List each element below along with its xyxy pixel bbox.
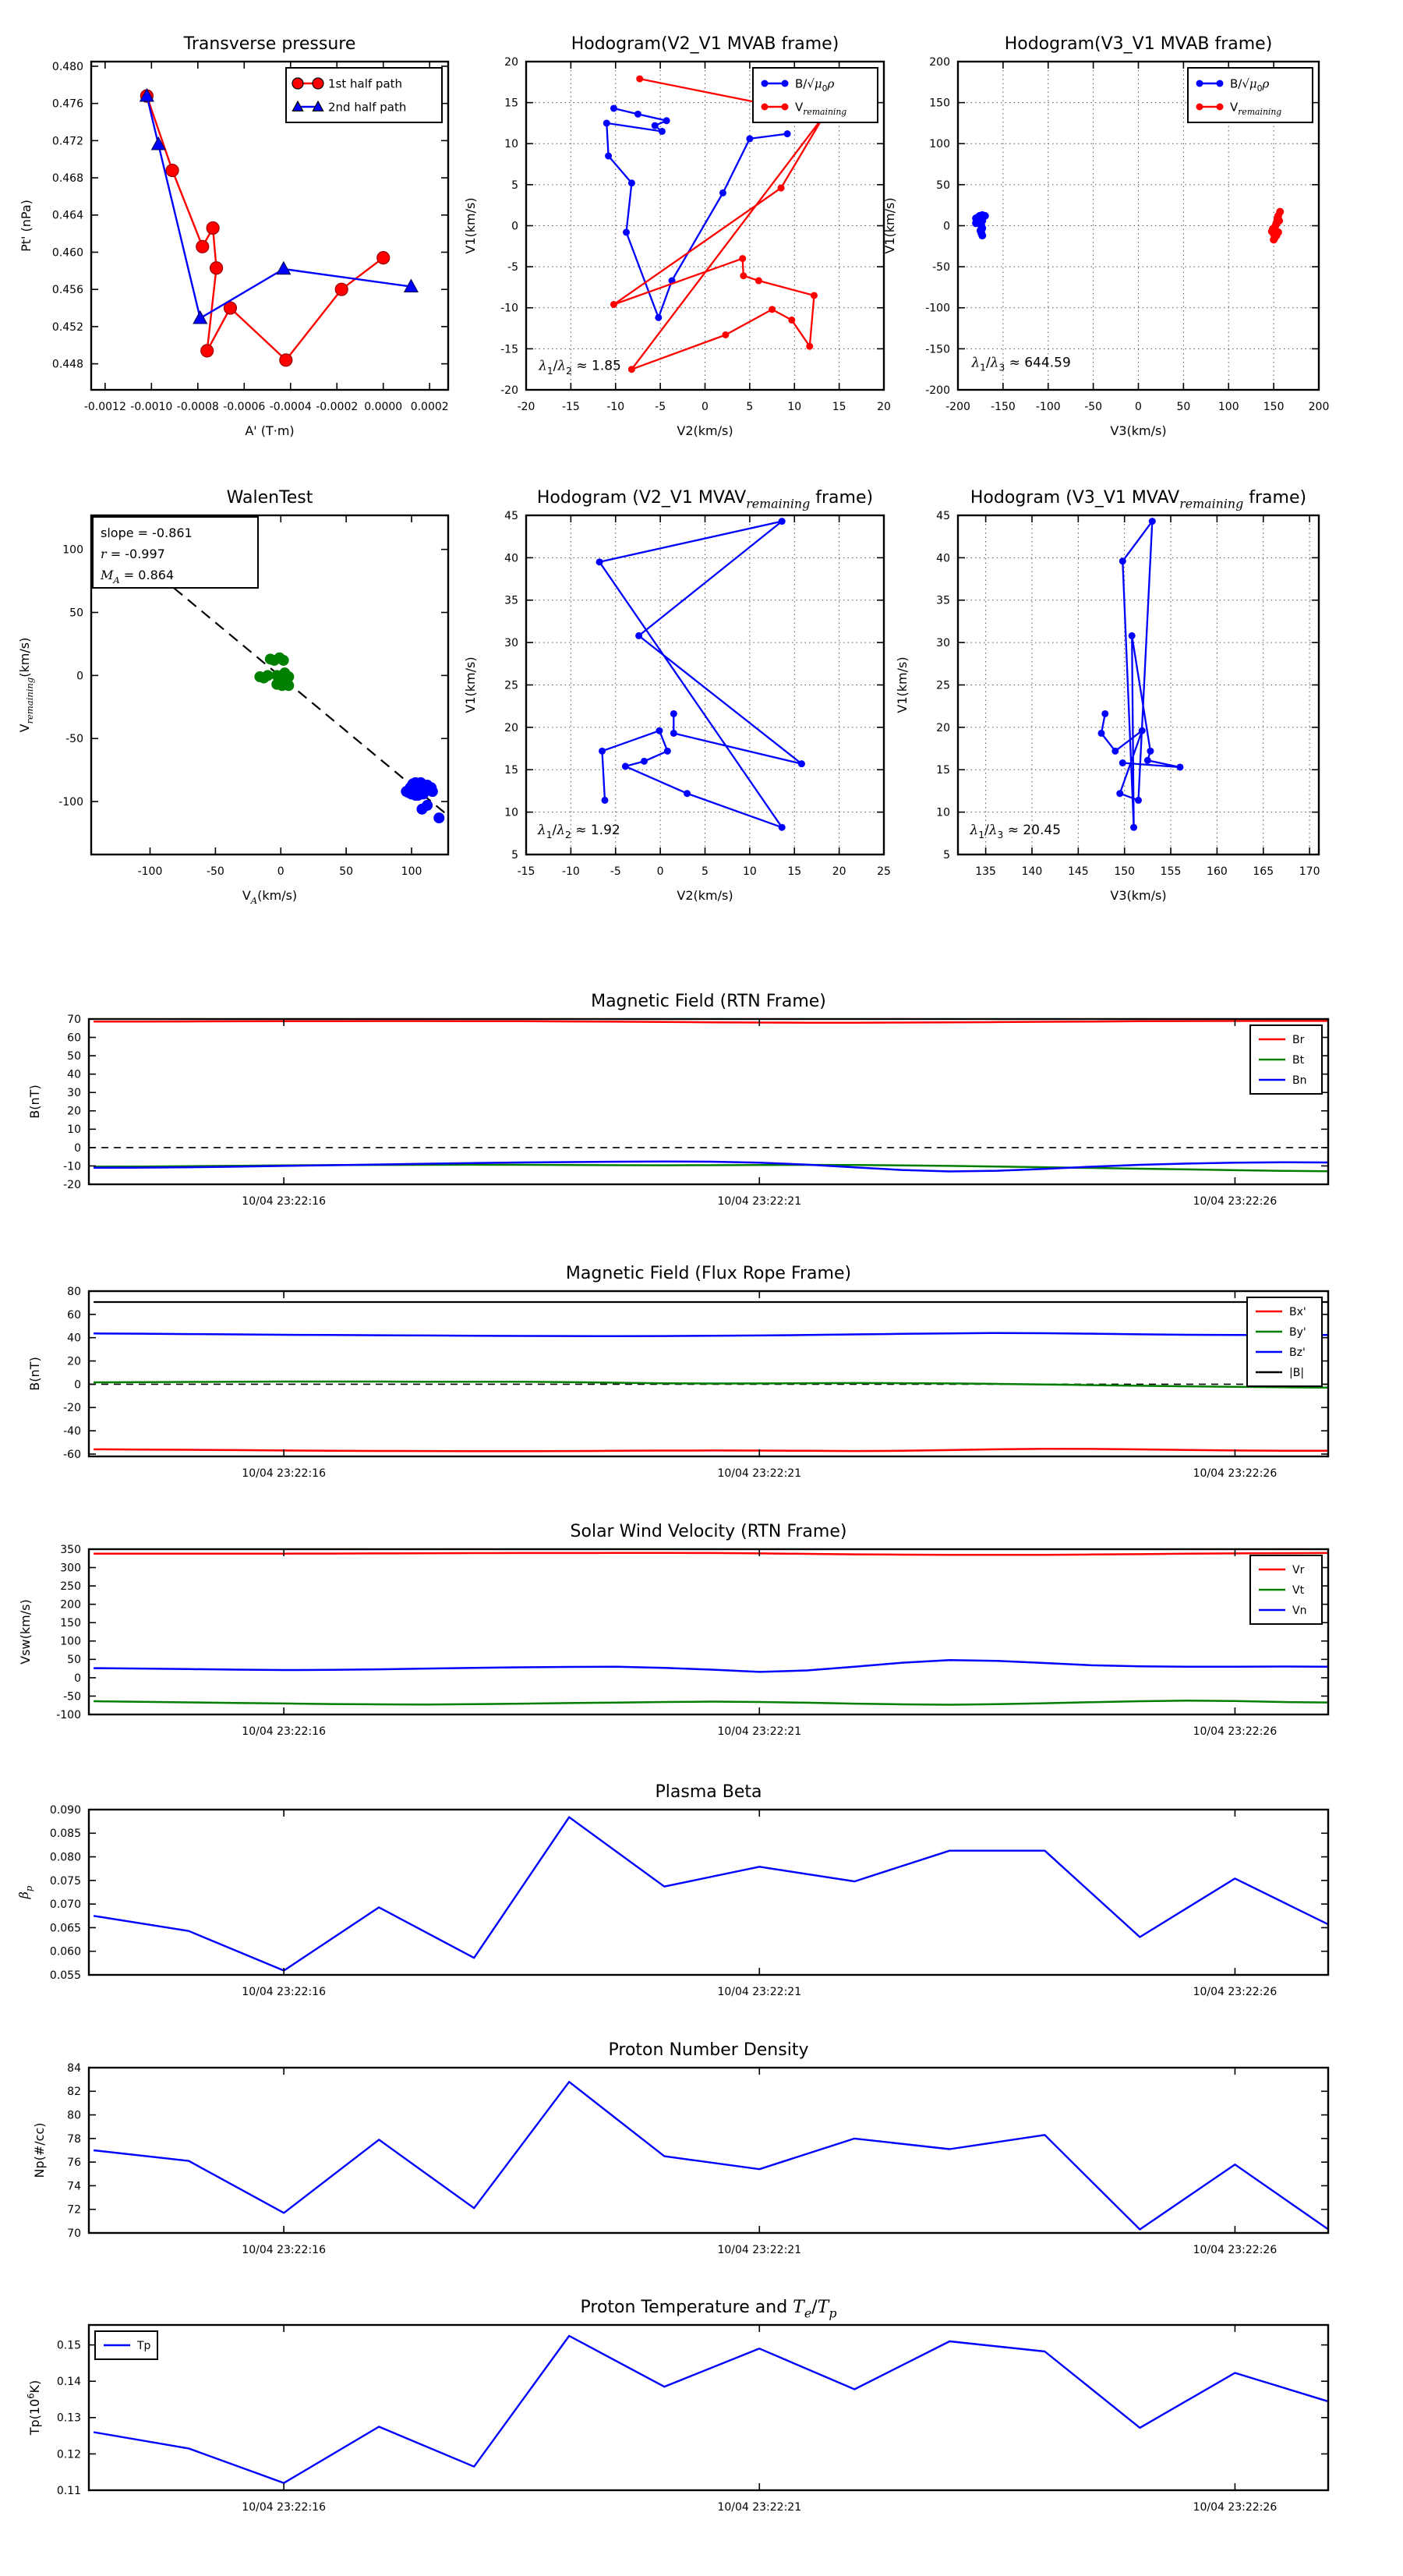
panel-title: Proton Number Density — [608, 2040, 809, 2060]
panel-title: Hodogram (V2_V1 $MVAV_{remaining}$ frame) — [536, 488, 874, 511]
y-tick-label: 50 — [67, 1654, 81, 1667]
panel-title: WalenTest — [226, 488, 313, 508]
x-tick-label: 155 — [1160, 865, 1182, 878]
panel-hodogram-v3v1-mvab — [882, 34, 1329, 438]
series-walen-blue-cluster — [401, 777, 444, 823]
x-tick-label: 165 — [1253, 865, 1274, 878]
y-tick-label: 0.472 — [51, 135, 83, 148]
y-tick-label: -5 — [507, 261, 518, 274]
ticks — [89, 1019, 1328, 1184]
y-tick-label: 0.480 — [51, 60, 83, 73]
y-tick-label: 0.075 — [49, 1874, 81, 1888]
legend-label: Vr — [1292, 1563, 1305, 1576]
legend-label: 1st half path — [328, 76, 403, 91]
x-tick-label: 10/04 23:22:21 — [717, 1986, 802, 1998]
x-tick-label: 15 — [787, 865, 802, 878]
x-tick-label: 10/04 23:22:16 — [242, 1195, 326, 1208]
y-tick-label: -15 — [500, 343, 518, 356]
y-tick-label: -200 — [925, 384, 950, 397]
y-tick-label: -100 — [56, 1708, 81, 1721]
y-tick-label: 200 — [929, 55, 950, 69]
y-axis-label: B(nT) — [27, 1357, 42, 1391]
y-tick-label: 50 — [69, 607, 83, 620]
x-tick-label: 5 — [746, 401, 754, 413]
y-tick-label: 60 — [67, 1031, 81, 1045]
series-Vt — [94, 1700, 1330, 1704]
y-tick-label: 35 — [504, 594, 518, 607]
legend — [753, 68, 878, 122]
x-tick-label: 10/04 23:22:26 — [1193, 1986, 1278, 1998]
ticks — [89, 1810, 1328, 1975]
x-tick-label: 10/04 23:22:21 — [717, 2501, 802, 2514]
y-tick-label: 40 — [936, 552, 950, 565]
y-axis-label: $Tp(10^6K)$ — [25, 2380, 42, 2436]
x-axis-label: $V_A(km/s)$ — [242, 888, 298, 906]
panel-title: Solar Wind Velocity (RTN Frame) — [570, 1522, 847, 1541]
legend-label: $B/√\mu_0\rho$ — [795, 76, 835, 94]
x-tick-label: 10/04 23:22:26 — [1193, 1467, 1278, 1480]
x-tick-label: 0 — [1135, 401, 1142, 413]
legend-label: Vn — [1292, 1604, 1307, 1617]
y-axis-label: Vsw(km/s) — [18, 1599, 33, 1665]
legend-label: |B| — [1289, 1366, 1305, 1379]
panel-proton-number-density — [32, 2040, 1330, 2256]
y-tick-label: 25 — [936, 679, 950, 692]
y-tick-label: 76 — [67, 2157, 81, 2170]
x-tick-label: 160 — [1207, 865, 1228, 878]
axes-frame — [89, 1019, 1328, 1184]
y-tick-label: 40 — [504, 552, 518, 565]
y-tick-label: 40 — [67, 1068, 81, 1081]
y-tick-label: 100 — [60, 1635, 81, 1648]
x-tick-label: 10/04 23:22:16 — [242, 1725, 326, 1738]
y-tick-label: 70 — [67, 1013, 81, 1026]
y-tick-label: -100 — [925, 302, 950, 315]
y-tick-label: 0.15 — [56, 2339, 81, 2352]
y-tick-label: 20 — [936, 721, 950, 734]
series-Tp — [94, 2336, 1330, 2483]
x-tick-label: 10/04 23:22:26 — [1193, 1195, 1278, 1208]
grid — [526, 515, 884, 855]
y-tick-label: 0.13 — [56, 2411, 81, 2425]
y-tick-label: 200 — [60, 1598, 81, 1612]
x-tick-label: -100 — [137, 865, 163, 878]
x-axis-label: V3(km/s) — [1110, 423, 1167, 438]
series-Br — [94, 1021, 1330, 1022]
y-tick-label: 0.452 — [51, 320, 83, 334]
panel-hodogram-v2v1-mvav — [463, 488, 891, 903]
x-axis-label: V2(km/s) — [677, 888, 733, 903]
y-tick-label: 0 — [943, 220, 950, 233]
panel-title: Magnetic Field (RTN Frame) — [591, 992, 826, 1011]
x-tick-label: -0.0006 — [223, 401, 266, 413]
y-tick-label: 72 — [67, 2203, 81, 2217]
series-B-over-sqrt-mu0rho — [603, 104, 791, 320]
y-tick-label: 5 — [943, 848, 950, 862]
y-tick-label: 150 — [929, 97, 950, 110]
x-tick-label: -0.0002 — [316, 401, 359, 413]
y-tick-label: 80 — [67, 1285, 81, 1298]
y-tick-label: 250 — [60, 1580, 81, 1594]
x-axis-label: V2(km/s) — [677, 423, 733, 438]
x-tick-label: 140 — [1021, 865, 1043, 878]
y-tick-label: 0.060 — [49, 1945, 81, 1959]
legend-label: By' — [1289, 1325, 1306, 1339]
y-tick-label: 50 — [936, 179, 950, 192]
y-tick-label: 30 — [936, 637, 950, 650]
y-tick-label: 300 — [60, 1562, 81, 1575]
series-beta-p — [94, 1817, 1330, 1971]
panel-title: Transverse pressure — [183, 34, 356, 54]
y-tick-label: 0.12 — [56, 2448, 81, 2461]
legend — [95, 2331, 157, 2359]
x-axis-label: V3(km/s) — [1110, 888, 1167, 903]
y-tick-label: 10 — [936, 806, 950, 819]
x-tick-label: 10/04 23:22:21 — [717, 1725, 802, 1738]
y-tick-label: 30 — [504, 637, 518, 650]
y-tick-label: 20 — [504, 55, 518, 69]
x-tick-label: 100 — [401, 865, 422, 878]
x-tick-label: 10/04 23:22:26 — [1193, 2501, 1278, 2514]
series-Vr — [94, 1553, 1330, 1555]
x-tick-label: 10/04 23:22:16 — [242, 1986, 326, 1998]
y-tick-label: -50 — [63, 1690, 81, 1704]
x-tick-label: 170 — [1299, 865, 1320, 878]
ticks — [89, 1549, 1328, 1714]
legend-label: Bt — [1292, 1053, 1305, 1067]
y-tick-label: 100 — [929, 138, 950, 151]
panel-title: Hodogram (V3_V1 $MVAV_{remaining}$ frame) — [970, 488, 1307, 511]
stats-line: r = -0.997 — [101, 547, 165, 561]
x-tick-label: 10/04 23:22:21 — [717, 1195, 802, 1208]
x-tick-label: 5 — [702, 865, 709, 878]
series-Bn — [94, 1162, 1330, 1172]
x-tick-label: 150 — [1263, 401, 1285, 413]
panel-proton-temperature — [25, 2298, 1330, 2514]
y-axis-label: V1(km/s) — [463, 197, 478, 254]
legend-label: $V_{remaining}$ — [795, 100, 847, 117]
y-tick-label: 40 — [67, 1332, 81, 1345]
y-tick-label: 45 — [936, 509, 950, 522]
legend-label: Bn — [1292, 1074, 1307, 1087]
x-tick-label: 15 — [832, 401, 846, 413]
x-tick-label: 135 — [975, 865, 996, 878]
x-tick-label: 20 — [832, 865, 846, 878]
y-tick-label: 80 — [67, 2109, 81, 2122]
y-tick-label: 0.080 — [49, 1851, 81, 1864]
series-Np — [94, 2082, 1330, 2231]
x-axis-label: A' (T·m) — [245, 423, 295, 438]
y-tick-label: -20 — [500, 384, 518, 397]
legend — [1188, 68, 1313, 122]
series-Bz-prime — [94, 1333, 1330, 1336]
legend — [1250, 1555, 1322, 1624]
x-tick-label: 10 — [787, 401, 802, 413]
y-tick-label: 0 — [74, 1378, 81, 1392]
legend-label: Bx' — [1289, 1305, 1306, 1318]
y-tick-label: 35 — [936, 594, 950, 607]
x-tick-label: 25 — [877, 865, 891, 878]
x-tick-label: -200 — [945, 401, 970, 413]
x-tick-label: -100 — [1035, 401, 1061, 413]
x-tick-label: -20 — [517, 401, 535, 413]
x-tick-label: 145 — [1067, 865, 1089, 878]
legend-label: Br — [1292, 1033, 1305, 1046]
series-B-over-sqrt-mu0rho — [972, 211, 989, 239]
x-tick-label: -10 — [561, 865, 580, 878]
y-axis-label: $\beta_p$ — [16, 1885, 34, 1899]
y-tick-label: 84 — [67, 2061, 81, 2075]
series-walen-green-cluster — [254, 653, 294, 692]
x-tick-label: -15 — [561, 401, 580, 413]
ticks — [89, 1291, 1328, 1456]
y-tick-label: 70 — [67, 2227, 81, 2240]
y-axis-label: Pt' (nPa) — [19, 200, 34, 252]
x-tick-label: 10/04 23:22:16 — [242, 2501, 326, 2514]
panel-title: Hodogram(V3_V1 MVAB frame) — [1004, 34, 1273, 54]
axes-frame — [89, 1549, 1328, 1714]
x-tick-label: 10/04 23:22:26 — [1193, 1725, 1278, 1738]
y-tick-label: -10 — [63, 1160, 81, 1173]
panel-title: Magnetic Field (Flux Rope Frame) — [565, 1264, 852, 1283]
x-tick-label: 10/04 23:22:16 — [242, 1467, 326, 1480]
annotation: $\lambda_1/\lambda_2 \approx 1.85$ — [539, 358, 621, 377]
y-tick-label: 25 — [504, 679, 518, 692]
x-tick-label: 10 — [742, 865, 757, 878]
legend-label: 2nd half path — [328, 100, 407, 115]
panel-transverse-pressure — [19, 34, 449, 438]
x-tick-label: -50 — [1084, 401, 1103, 413]
y-tick-label: 0.468 — [51, 172, 83, 185]
series-2nd-half-path — [140, 89, 418, 324]
y-tick-label: 100 — [62, 543, 83, 557]
x-tick-label: -0.0004 — [269, 401, 312, 413]
legend — [1250, 1025, 1322, 1094]
y-axis-label: V1(km/s) — [895, 656, 910, 713]
y-tick-label: -50 — [932, 261, 950, 274]
axes-frame — [89, 2325, 1328, 2490]
panel-walen-test — [17, 488, 448, 906]
series-v-hodogram — [596, 518, 805, 831]
x-tick-label: 0 — [702, 401, 709, 413]
y-tick-label: 15 — [504, 764, 518, 777]
y-tick-label: -50 — [65, 733, 83, 746]
y-tick-label: 0.448 — [51, 358, 83, 371]
y-tick-label: 10 — [67, 1123, 81, 1137]
y-axis-label: B(nT) — [27, 1085, 42, 1119]
x-tick-label: -5 — [655, 401, 666, 413]
y-tick-label: 0 — [76, 670, 83, 683]
series-Bx-prime — [94, 1449, 1330, 1451]
y-tick-label: 150 — [60, 1617, 81, 1630]
y-tick-label: 45 — [504, 509, 518, 522]
legend-label: Tp — [137, 2339, 151, 2352]
x-tick-label: 10/04 23:22:16 — [242, 2244, 326, 2256]
y-tick-label: 0.14 — [56, 2376, 81, 2389]
y-tick-label: 30 — [67, 1087, 81, 1100]
panel-magnetic-field-fluxrope — [27, 1264, 1330, 1480]
panel-hodogram-v3v1-mvav — [895, 488, 1320, 903]
y-tick-label: 0.085 — [49, 1828, 81, 1841]
x-tick-label: 50 — [339, 865, 354, 878]
x-tick-label: 200 — [1308, 401, 1330, 413]
y-tick-label: -40 — [63, 1425, 81, 1438]
y-tick-label: 0 — [511, 220, 518, 233]
y-axis-label: V1(km/s) — [882, 197, 897, 254]
y-tick-label: -150 — [925, 343, 950, 356]
x-tick-label: 10/04 23:22:21 — [717, 2244, 802, 2256]
annotation: $\lambda_1/\lambda_3 \approx 20.45$ — [970, 822, 1062, 840]
y-tick-label: 5 — [511, 179, 518, 192]
x-tick-label: 0.0002 — [410, 401, 449, 413]
y-axis-label: V1(km/s) — [463, 656, 478, 713]
x-tick-label: 50 — [1176, 401, 1191, 413]
x-tick-label: -15 — [517, 865, 535, 878]
y-tick-label: 0.476 — [51, 97, 83, 111]
y-tick-label: 5 — [511, 848, 518, 862]
y-tick-label: -10 — [500, 302, 518, 315]
y-tick-label: 82 — [67, 2086, 81, 2099]
y-axis-label: $V_{remaining}(km/s)$ — [17, 637, 35, 733]
y-axis-label: Np(#/cc) — [32, 2122, 47, 2178]
ticks — [89, 2325, 1328, 2490]
annotation: $\lambda_1/\lambda_2 \approx 1.92$ — [537, 822, 620, 840]
y-tick-label: 78 — [67, 2132, 81, 2146]
x-tick-label: -10 — [606, 401, 625, 413]
x-tick-label: -0.0012 — [83, 401, 126, 413]
panel-title: Hodogram(V2_V1 MVAB frame) — [571, 34, 839, 54]
x-tick-label: -50 — [206, 865, 224, 878]
legend-label: Vt — [1292, 1583, 1305, 1597]
x-tick-label: 100 — [1217, 401, 1239, 413]
stats-line: $M_A = 0.864$ — [101, 568, 175, 586]
panel-title: Proton Temperature and $T_e/T_p$ — [580, 2298, 837, 2321]
y-tick-label: 0.055 — [49, 1969, 81, 1982]
y-tick-label: 0.464 — [51, 209, 83, 222]
y-tick-label: 20 — [504, 721, 518, 734]
y-tick-label: 0 — [74, 1141, 81, 1155]
axes-frame — [89, 1291, 1328, 1456]
panel-solar-wind-velocity — [18, 1522, 1330, 1738]
x-tick-label: -0.0008 — [176, 401, 219, 413]
y-tick-label: -60 — [63, 1448, 81, 1461]
y-tick-label: 0.065 — [49, 1922, 81, 1935]
y-tick-label: 74 — [67, 2180, 81, 2193]
y-tick-label: 0.090 — [49, 1803, 81, 1817]
y-tick-label: 10 — [504, 138, 518, 151]
x-tick-label: -150 — [990, 401, 1016, 413]
x-tick-label: 10/04 23:22:26 — [1193, 2244, 1278, 2256]
legend — [286, 68, 442, 122]
annotation: $\lambda_1/\lambda_3 \approx 644.59$ — [971, 355, 1071, 373]
legend-label: Bz' — [1289, 1346, 1306, 1359]
legend-label: $V_{remaining}$ — [1230, 100, 1282, 117]
y-tick-label: 15 — [504, 97, 518, 110]
panel-hodogram-v2v1-mvab — [463, 34, 891, 438]
axes-frame — [89, 1810, 1328, 1975]
y-tick-label: 0.460 — [51, 246, 83, 260]
x-tick-label: 0 — [277, 865, 284, 878]
y-tick-label: -20 — [63, 1178, 81, 1191]
y-tick-label: 15 — [936, 764, 950, 777]
x-tick-label: -0.0010 — [130, 401, 173, 413]
stats-line: slope = -0.861 — [101, 525, 193, 540]
series-Vn — [94, 1660, 1330, 1672]
legend-label: $B/√\mu_0\rho$ — [1230, 76, 1270, 94]
y-tick-label: 0.11 — [56, 2484, 81, 2497]
y-tick-label: 50 — [67, 1050, 81, 1063]
panel-title: Plasma Beta — [655, 1782, 762, 1802]
legend — [1247, 1297, 1322, 1386]
panel-magnetic-field-rtn — [27, 992, 1330, 1208]
x-tick-label: 150 — [1114, 865, 1136, 878]
y-tick-label: 20 — [67, 1355, 81, 1368]
y-tick-label: 60 — [67, 1308, 81, 1322]
x-tick-label: 0.0000 — [364, 401, 403, 413]
x-tick-label: 20 — [877, 401, 891, 413]
x-tick-label: -5 — [610, 865, 621, 878]
panel-plasma-beta — [16, 1782, 1330, 1998]
y-tick-label: 350 — [60, 1543, 81, 1556]
y-tick-label: -20 — [63, 1402, 81, 1415]
y-tick-label: 0.070 — [49, 1898, 81, 1912]
x-tick-label: 10/04 23:22:21 — [717, 1467, 802, 1480]
x-tick-label: 0 — [656, 865, 664, 878]
series-V-remaining — [1268, 208, 1284, 244]
y-tick-label: -100 — [58, 795, 83, 809]
y-tick-label: 0 — [74, 1672, 81, 1685]
y-tick-label: 0.456 — [51, 284, 83, 297]
y-tick-label: 20 — [67, 1105, 81, 1118]
y-tick-label: 10 — [504, 806, 518, 819]
